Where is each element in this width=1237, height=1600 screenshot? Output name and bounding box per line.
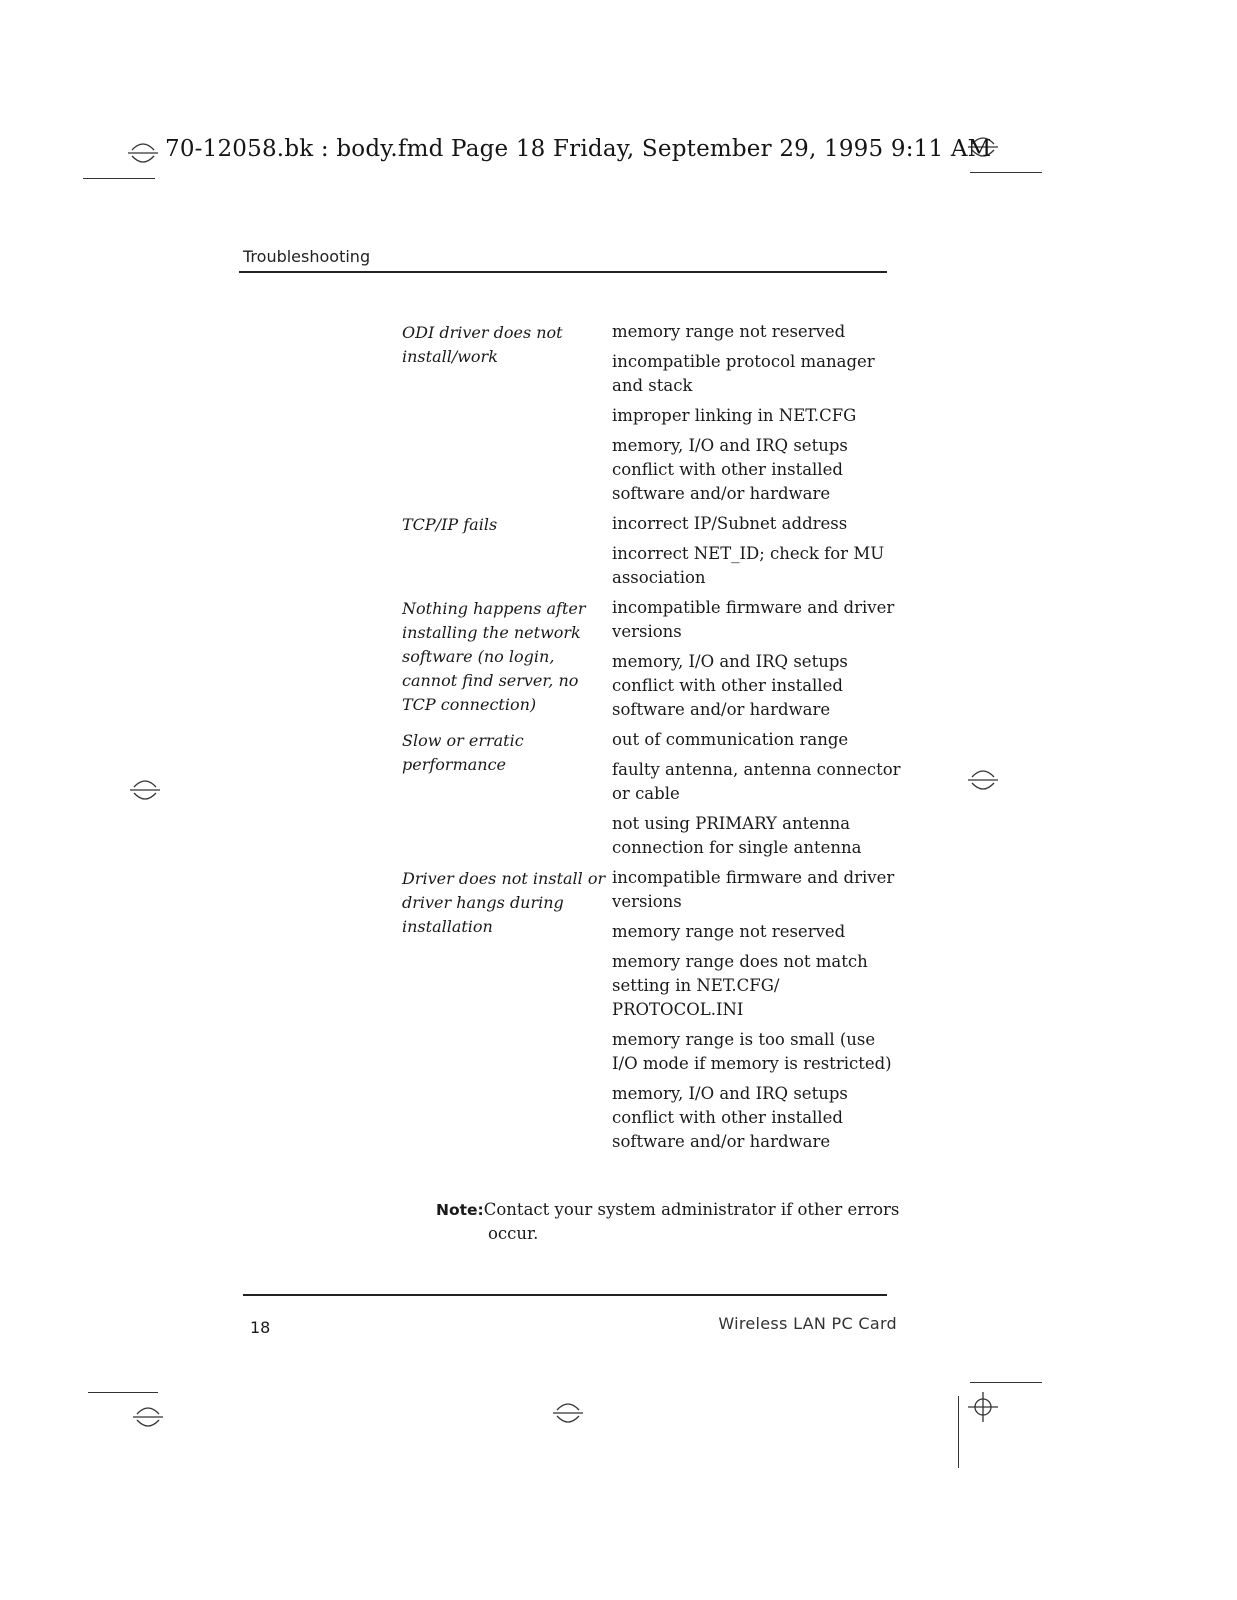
cause-list: [612, 866, 912, 1160]
cause-item: memory range is too small (use I/O mode if memory is restricted): [612, 1030, 892, 1073]
note-text-continued: occur.: [488, 1224, 539, 1243]
table-row: [402, 866, 922, 1160]
table-row: [402, 728, 922, 866]
note-text: Contact your system administrator if other errors: [483, 1200, 900, 1219]
registration-mark-icon: [133, 1402, 163, 1432]
troubleshooting-table: [402, 320, 922, 1160]
symptom: Slow or erratic performance: [402, 731, 524, 774]
crop-line: [970, 172, 1042, 173]
table-row: [402, 596, 922, 728]
cause-item: memory, I/O and IRQ setups conflict with other installed software and/or hardware: [612, 436, 848, 503]
footer-rule: [243, 1294, 887, 1296]
cause-item: memory, I/O and IRQ setups conflict with other installed software and/or hardware: [612, 1084, 848, 1151]
cause-item: incompatible protocol manager and stack: [612, 352, 875, 395]
symptom: ODI driver does not install/work: [402, 323, 563, 366]
note-label: Note:: [436, 1201, 484, 1219]
header-rule: [239, 271, 887, 273]
cause-item: memory range does not match setting in NET.CFG/ PROTOCOL.INI: [612, 952, 868, 1019]
crop-line: [970, 1382, 1042, 1383]
registration-mark-icon: [968, 765, 998, 795]
footer-title: Wireless LAN PC Card: [718, 1314, 897, 1333]
cause-item: incompatible firmware and driver versions: [612, 868, 895, 911]
registration-mark-icon: [130, 775, 160, 805]
crop-line: [83, 178, 155, 179]
cause-item: improper linking in NET.CFG: [612, 406, 857, 425]
page-number: 18: [250, 1318, 271, 1337]
cause-list: [612, 728, 912, 866]
crop-line: [88, 1392, 158, 1393]
cause-list: [612, 596, 912, 728]
cause-item: memory range not reserved: [612, 322, 846, 341]
registration-mark-icon: [128, 138, 158, 168]
cause-item: memory, I/O and IRQ setups conflict with other installed software and/or hardware: [612, 652, 848, 719]
cause-item: memory range not reserved: [612, 922, 846, 941]
symptom: Driver does not install or driver hangs during installation: [402, 869, 606, 936]
cause-list: [612, 512, 912, 596]
registration-mark-icon: [553, 1398, 583, 1428]
cause-item: incorrect IP/Subnet address: [612, 514, 848, 533]
table-row: [402, 512, 922, 596]
symptom: TCP/IP fails: [402, 515, 498, 534]
symptom: Nothing happens after installing the network software (no login, cannot find server, no TCP connection): [402, 599, 586, 714]
cause-list: [612, 320, 912, 512]
cause-item: out of communication range: [612, 730, 849, 749]
registration-mark-icon: [968, 1392, 998, 1422]
printer-slug-line: 70-12058.bk : body.fmd Page 18 Friday, September 29, 1995 9:11 AM: [165, 136, 992, 162]
cause-item: faulty antenna, antenna connector or cable: [612, 760, 901, 803]
cause-item: not using PRIMARY antenna connection for single antenna: [612, 814, 862, 857]
table-row: [402, 320, 922, 512]
cause-item: incompatible firmware and driver versions: [612, 598, 895, 641]
note: [436, 1198, 906, 1246]
cause-item: incorrect NET_ID; check for MU association: [612, 544, 885, 587]
running-head: Troubleshooting: [243, 247, 371, 266]
crop-line: [958, 1396, 959, 1468]
